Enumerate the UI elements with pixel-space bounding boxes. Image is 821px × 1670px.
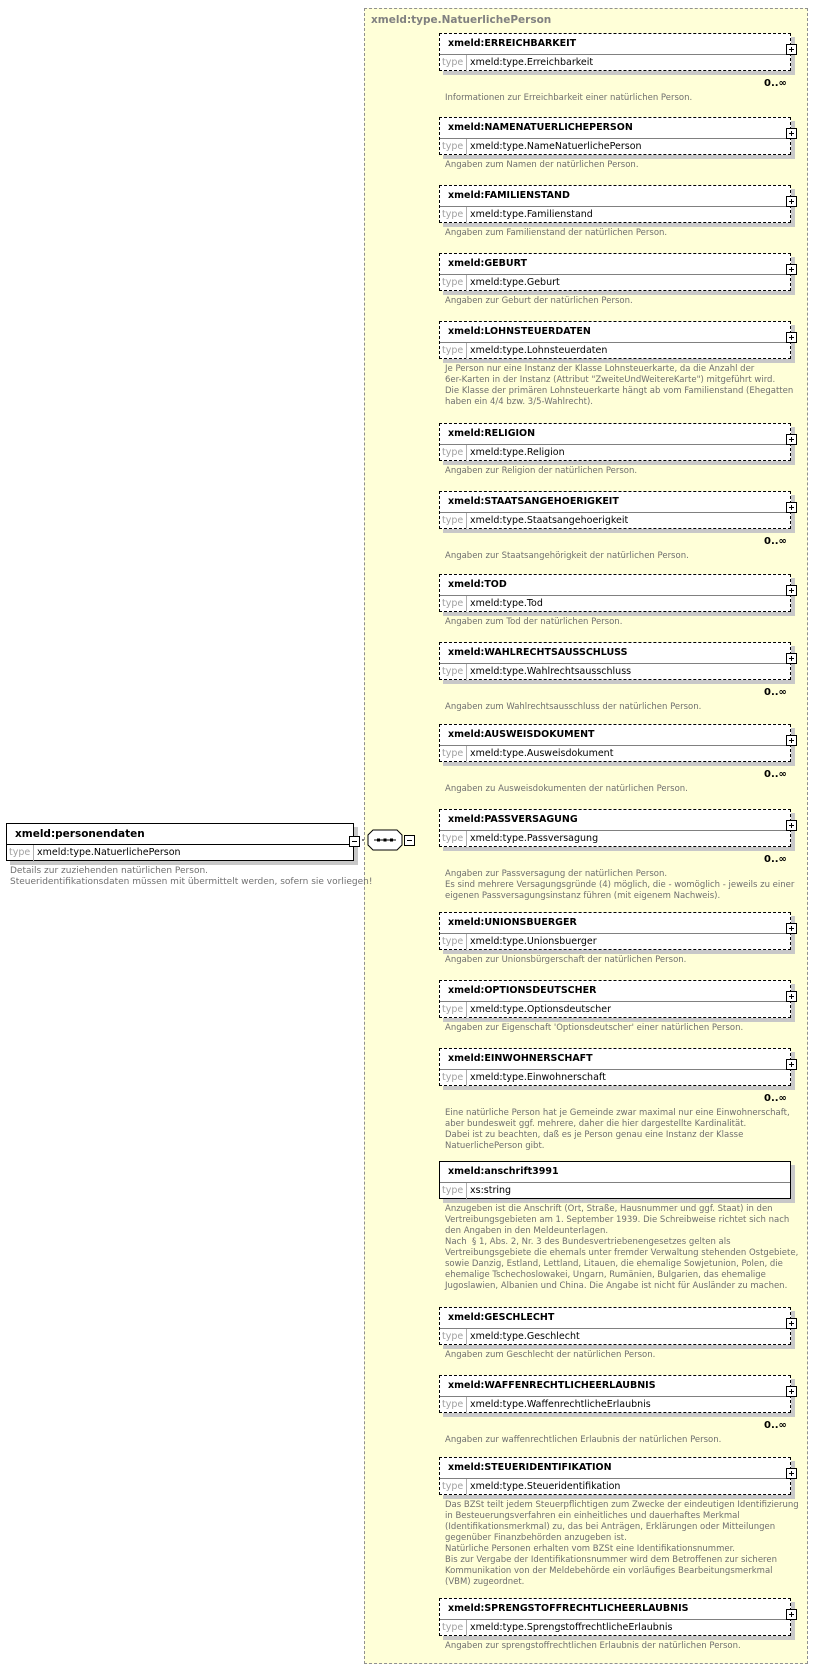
cardinality-label: 0..∞ xyxy=(764,769,787,780)
type-separator xyxy=(466,596,467,613)
expand-icon[interactable] xyxy=(786,128,797,139)
expand-icon[interactable] xyxy=(786,1386,797,1397)
type-separator xyxy=(466,664,467,681)
root-type-row xyxy=(7,844,353,862)
element-documentation: Angaben zur waffenrechtlichen Erlaubnis der natürlichen Person. xyxy=(445,1435,722,1445)
element-type-value: xmeld:type.Tod xyxy=(470,598,543,609)
element-type-value: xmeld:type.NameNatuerlichePerson xyxy=(470,141,642,152)
element-documentation: Je Person nur eine Instanz der Klasse Lohnsteuerkarte, da die Anzahl der 6er-Karten in der Instanz (Attribut "ZweiteUndWeitereKarte") mitgeführt wird. Die Klasse der primären Lohnsteuerkarte hängt ab vom Familienstand (Ehegatten haben ein 4/4 bzw. 3/5-Wahlrecht). xyxy=(445,364,794,407)
element-box[interactable] xyxy=(439,1598,791,1636)
element-type-label: type xyxy=(442,141,464,152)
element-documentation: Angaben zur Staatsangehörigkeit der natürlichen Person. xyxy=(445,551,689,561)
expand-icon[interactable] xyxy=(786,585,797,596)
element-name: xmeld:OPTIONSDEUTSCHER xyxy=(448,985,597,996)
element-type-row xyxy=(440,663,790,681)
element-documentation: Angaben zur Religion der natürlichen Person. xyxy=(445,466,638,476)
cardinality-label: 0..∞ xyxy=(764,1093,787,1104)
expand-icon[interactable] xyxy=(786,1059,797,1070)
element-documentation: Informationen zur Erreichbarkeit einer natürlichen Person. xyxy=(445,93,693,103)
element-box[interactable] xyxy=(439,185,791,223)
element-type-row xyxy=(440,1619,790,1637)
element-name: xmeld:PASSVERSAGUNG xyxy=(448,814,578,825)
element-box[interactable] xyxy=(439,321,791,359)
element-type-row xyxy=(440,1328,790,1346)
element-type-label: type xyxy=(442,936,464,947)
expand-icon[interactable] xyxy=(786,923,797,934)
element-name: xmeld:TOD xyxy=(448,579,507,590)
element-documentation: Angaben zur Passversagung der natürlichen Person. Es sind mehrere Versagungsgründe (4) möglich, die - womöglich - jeweils zu einer eigenen Passversagungsinstanz führen (mit eigenem Nachweis). xyxy=(445,869,795,901)
element-type-value: xmeld:type.Religion xyxy=(470,447,565,458)
type-separator xyxy=(466,1329,467,1346)
element-box[interactable] xyxy=(439,491,791,529)
type-region-title: xmeld:type.NatuerlichePerson xyxy=(371,14,552,26)
element-type-row xyxy=(440,206,790,224)
root-type-value: xmeld:type.NatuerlichePerson xyxy=(37,847,181,858)
element-type-value: xmeld:type.Einwohnerschaft xyxy=(470,1072,606,1083)
element-type-value: xmeld:type.WaffenrechtlicheErlaubnis xyxy=(470,1399,651,1410)
element-box[interactable] xyxy=(439,33,791,71)
element-box[interactable] xyxy=(439,423,791,461)
element-type-label: type xyxy=(442,345,464,356)
type-separator xyxy=(466,513,467,530)
element-box[interactable] xyxy=(439,117,791,155)
element-name: xmeld:SPRENGSTOFFRECHTLICHEERLAUBNIS xyxy=(448,1603,689,1614)
element-type-row xyxy=(440,54,790,72)
element-type-value: xmeld:type.Erreichbarkeit xyxy=(470,57,594,68)
element-box[interactable] xyxy=(439,1048,791,1086)
expand-icon[interactable] xyxy=(786,1318,797,1329)
expand-icon[interactable] xyxy=(786,196,797,207)
element-name: xmeld:FAMILIENSTAND xyxy=(448,190,570,201)
expand-icon[interactable] xyxy=(786,502,797,513)
element-documentation: Eine natürliche Person hat je Gemeinde zwar maximal nur eine Einwohnerschaft, aber bundesweit ggf. mehrere, daher die hier dargestellte Kardinalität. Dabei ist zu beachten, daß es je Person genau eine Instanz der Klasse NatuerlichePerson gibt. xyxy=(445,1108,790,1151)
expand-icon[interactable] xyxy=(786,1609,797,1620)
element-type-row xyxy=(440,1001,790,1019)
element-documentation: Angaben zu Ausweisdokumenten der natürlichen Person. xyxy=(445,784,688,794)
element-box[interactable] xyxy=(439,574,791,612)
element-name: xmeld:anschrift3991 xyxy=(448,1166,559,1177)
element-type-value: xmeld:type.Staatsangehoerigkeit xyxy=(470,515,629,526)
element-name: xmeld:NAMENATUERLICHEPERSON xyxy=(448,122,633,133)
element-name: xmeld:ERREICHBARKEIT xyxy=(448,38,577,49)
element-documentation: Angaben zum Geschlecht der natürlichen Person. xyxy=(445,1350,656,1360)
element-type-row xyxy=(440,1182,790,1200)
element-box[interactable] xyxy=(439,1307,791,1345)
element-type-row xyxy=(440,512,790,530)
element-type-value: xs:string xyxy=(470,1185,512,1196)
type-separator xyxy=(466,746,467,763)
type-separator xyxy=(466,1620,467,1637)
element-box[interactable] xyxy=(439,912,791,950)
element-name: xmeld:AUSWEISDOKUMENT xyxy=(448,729,595,740)
element-type-value: xmeld:type.Geburt xyxy=(470,277,560,288)
element-type-value: xmeld:type.Passversagung xyxy=(470,833,599,844)
element-type-row xyxy=(440,1478,790,1496)
root-documentation: Details zur zuziehenden natürlichen Person. Steueridentifikationsdaten müssen mit übermittelt werden, sofern sie vorliegen! xyxy=(10,866,373,887)
root-element-box[interactable] xyxy=(6,823,354,861)
element-type-label: type xyxy=(442,1399,464,1410)
element-type-label: type xyxy=(442,57,464,68)
type-separator xyxy=(466,1479,467,1496)
expand-icon[interactable] xyxy=(786,332,797,343)
element-documentation: Angaben zum Tod der natürlichen Person. xyxy=(445,617,623,627)
element-type-value: xmeld:type.SprengstoffrechtlicheErlaubnis xyxy=(470,1622,673,1633)
element-box[interactable] xyxy=(439,724,791,762)
element-name: xmeld:LOHNSTEUERDATEN xyxy=(448,326,591,337)
element-type-row xyxy=(440,830,790,848)
element-name: xmeld:EINWOHNERSCHAFT xyxy=(448,1053,593,1064)
element-documentation: Angaben zum Familienstand der natürlichen Person. xyxy=(445,228,668,238)
element-type-value: xmeld:type.Steueridentifikation xyxy=(470,1481,621,1492)
type-separator xyxy=(466,55,467,72)
element-type-label: type xyxy=(442,1622,464,1633)
element-type-row xyxy=(440,933,790,951)
element-type-label: type xyxy=(442,447,464,458)
element-name: xmeld:WAFFENRECHTLICHEERLAUBNIS xyxy=(448,1380,656,1391)
cardinality-label: 0..∞ xyxy=(764,687,787,698)
element-type-label: type xyxy=(442,1185,464,1196)
element-documentation: Anzugeben ist die Anschrift (Ort, Straße, Hausnummer und ggf. Staat) in den Vertreibungsgebieten am 1. September 1939. Die Schreibweise richtet sich nach den Angaben in den Meldeunterlagen. Nach § 1, Abs. 2, Nr. 3 des Bundesvertriebenengesetzes gelten als Vertreibungsgebiete die ehemals unter fremder Verwaltung stehenden Ostgebiete, sowie Danzig, Estland, Lettland, Litauen, die ehemalige Sowjetunion, Polen, die ehemalige Tschechoslowakei, Ungarn, Rumänien, Bulgarien, das ehemalige Jugoslawien, Albanien und China. Die Angabe ist nicht für Ausländer zu machen. xyxy=(445,1204,799,1291)
element-type-label: type xyxy=(442,209,464,220)
cardinality-label: 0..∞ xyxy=(764,1420,787,1431)
element-type-value: xmeld:type.Lohnsteuerdaten xyxy=(470,345,608,356)
expand-icon[interactable] xyxy=(786,735,797,746)
element-documentation: Angaben zum Namen der natürlichen Person. xyxy=(445,160,639,170)
element-name: xmeld:STAATSANGEHOERIGKEIT xyxy=(448,496,619,507)
expand-icon[interactable] xyxy=(786,264,797,275)
cardinality-label: 0..∞ xyxy=(764,78,787,89)
type-separator xyxy=(466,831,467,848)
type-separator xyxy=(466,1002,467,1019)
sequence-collapse-icon[interactable] xyxy=(404,835,415,846)
type-separator xyxy=(466,207,467,224)
type-separator xyxy=(466,1397,467,1414)
element-type-row xyxy=(440,1069,790,1087)
cardinality-label: 0..∞ xyxy=(764,854,787,865)
element-box[interactable] xyxy=(439,253,791,291)
expand-icon[interactable] xyxy=(786,820,797,831)
sequence-compositor-icon[interactable] xyxy=(367,829,403,851)
element-box[interactable] xyxy=(439,1375,791,1413)
element-name: xmeld:UNIONSBUERGER xyxy=(448,917,577,928)
element-name: xmeld:RELIGION xyxy=(448,428,536,439)
element-type-value: xmeld:type.Ausweisdokument xyxy=(470,748,614,759)
element-type-label: type xyxy=(442,1331,464,1342)
element-type-row xyxy=(440,138,790,156)
element-name: xmeld:GESCHLECHT xyxy=(448,1312,555,1323)
element-documentation: Das BZSt teilt jedem Steuerpflichtigen zum Zwecke der eindeutigen Identifizierung in Besteuerungsverfahren ein einheitliches und dauerhaftes Merkmal (Identifikationsmerkmal) zu, das bei Anträgen, Erklärungen oder Mitteilungen gegenüber Finanzbehörden anzugeben ist. Natürliche Personen erhalten vom BZSt eine Identifikationsnummer. Bis zur Vergabe der Identifikationsnummer wird dem Betroffenen zur sicheren Kommunikation von der Meldebehörde ein vorläufiges Bearbeitungsmerkmal (VBM) zugeordnet. xyxy=(445,1500,799,1587)
root-type-label: type xyxy=(9,847,31,858)
type-separator xyxy=(33,845,34,862)
element-type-row xyxy=(440,444,790,462)
element-type-label: type xyxy=(442,277,464,288)
type-separator xyxy=(466,139,467,156)
element-type-row xyxy=(440,274,790,292)
element-type-label: type xyxy=(442,1072,464,1083)
type-separator xyxy=(466,445,467,462)
element-documentation: Angaben zur Geburt der natürlichen Person. xyxy=(445,296,633,306)
element-documentation: Angaben zur Unionsbürgerschaft der natürlichen Person. xyxy=(445,955,687,965)
expand-icon[interactable] xyxy=(786,991,797,1002)
collapse-icon[interactable] xyxy=(349,836,360,847)
element-box[interactable] xyxy=(439,809,791,847)
element-type-row xyxy=(440,595,790,613)
element-type-value: xmeld:type.Optionsdeutscher xyxy=(470,1004,612,1015)
element-type-value: xmeld:type.Geschlecht xyxy=(470,1331,580,1342)
expand-icon[interactable] xyxy=(786,653,797,664)
element-type-value: xmeld:type.Wahlrechtsausschluss xyxy=(470,666,632,677)
element-name: xmeld:GEBURT xyxy=(448,258,527,269)
type-separator xyxy=(466,934,467,951)
element-documentation: Angaben zur sprengstoffrechtlichen Erlaubnis der natürlichen Person. xyxy=(445,1641,741,1651)
element-type-label: type xyxy=(442,833,464,844)
element-documentation: Angaben zur Eigenschaft 'Optionsdeutscher' einer natürlichen Person. xyxy=(445,1023,744,1033)
type-separator xyxy=(466,343,467,360)
element-box[interactable] xyxy=(439,1457,791,1495)
cardinality-label: 0..∞ xyxy=(764,536,787,547)
element-type-label: type xyxy=(442,666,464,677)
element-type-row xyxy=(440,1396,790,1414)
element-type-row xyxy=(440,342,790,360)
expand-icon[interactable] xyxy=(786,44,797,55)
element-name: xmeld:WAHLRECHTSAUSSCHLUSS xyxy=(448,647,628,658)
element-type-label: type xyxy=(442,1004,464,1015)
type-separator xyxy=(466,1183,467,1200)
element-type-label: type xyxy=(442,1481,464,1492)
element-box[interactable] xyxy=(439,1161,791,1199)
element-type-label: type xyxy=(442,748,464,759)
element-type-value: xmeld:type.Familienstand xyxy=(470,209,593,220)
element-box[interactable] xyxy=(439,980,791,1018)
element-name: xmeld:STEUERIDENTIFIKATION xyxy=(448,1462,612,1473)
expand-icon[interactable] xyxy=(786,1468,797,1479)
root-element-name: xmeld:personendaten xyxy=(15,828,145,840)
type-separator xyxy=(466,275,467,292)
expand-icon[interactable] xyxy=(786,434,797,445)
element-type-value: xmeld:type.Unionsbuerger xyxy=(470,936,597,947)
element-type-label: type xyxy=(442,515,464,526)
element-box[interactable] xyxy=(439,642,791,680)
element-type-label: type xyxy=(442,598,464,609)
element-type-row xyxy=(440,745,790,763)
type-separator xyxy=(466,1070,467,1087)
element-documentation: Angaben zum Wahlrechtsausschluss der natürlichen Person. xyxy=(445,702,702,712)
